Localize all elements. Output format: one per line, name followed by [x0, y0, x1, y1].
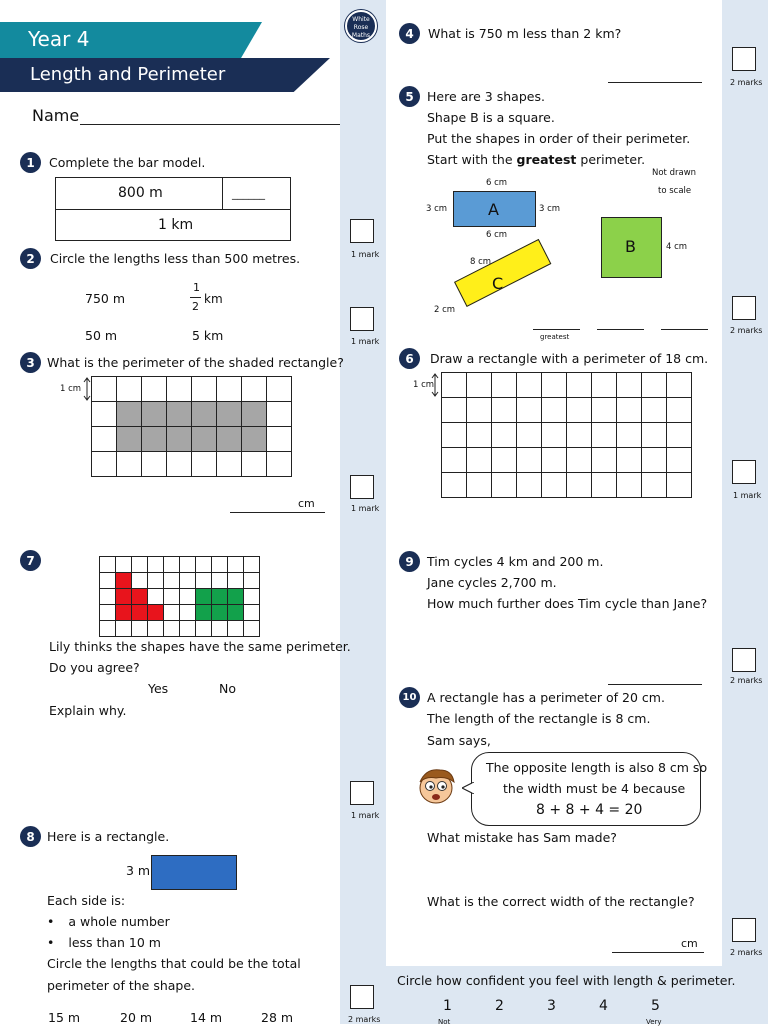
- q3-mark-label: 1 mark: [351, 504, 380, 513]
- q8-mark-label: 2 marks: [348, 1015, 381, 1024]
- grid-cell[interactable]: [617, 473, 642, 498]
- grid-cell: [242, 402, 267, 427]
- bullet-dot: •: [47, 935, 55, 950]
- q5-mark-label: 2 marks: [730, 326, 763, 335]
- fraction-denominator: 2: [192, 300, 199, 313]
- q10-line-1: A rectangle has a perimeter of 20 cm.: [427, 690, 665, 705]
- not-drawn-to-scale-1: Not drawn: [652, 168, 697, 178]
- grid-cell: [196, 605, 212, 621]
- grid-cell: [148, 557, 164, 573]
- q10-answer-line[interactable]: [612, 952, 704, 953]
- grid-cell: [142, 402, 167, 427]
- grid-cell: [217, 402, 242, 427]
- q3-scale-label: 1 cm: [60, 384, 82, 394]
- grid-cell: [117, 452, 142, 477]
- grid-cell[interactable]: [517, 448, 542, 473]
- q7-grid: [99, 556, 260, 637]
- grid-cell: [167, 377, 192, 402]
- grid-cell: [100, 557, 116, 573]
- q2-mark-box[interactable]: [350, 307, 374, 331]
- grid-cell[interactable]: [592, 473, 617, 498]
- grid-cell: [116, 589, 132, 605]
- grid-cell: [244, 589, 260, 605]
- grid-cell[interactable]: [517, 473, 542, 498]
- grid-cell: [167, 452, 192, 477]
- q8-text: Here is a rectangle.: [47, 829, 170, 844]
- q6-scale-label: 1 cm: [413, 380, 435, 390]
- q8-mark-box[interactable]: [350, 985, 374, 1009]
- q2-option-5km[interactable]: 5 km: [192, 328, 224, 343]
- q6-text: Draw a rectangle with a perimeter of 18 cm.: [430, 351, 709, 366]
- grid-cell[interactable]: [467, 448, 492, 473]
- grid-cell[interactable]: [617, 423, 642, 448]
- q9-mark-box[interactable]: [732, 648, 756, 672]
- q9-line-3: How much further does Tim cycle than Jane?: [427, 596, 708, 611]
- q1-text: Complete the bar model.: [49, 155, 206, 170]
- grid-cell[interactable]: [642, 398, 667, 423]
- grid-cell: [196, 621, 212, 637]
- grid-cell: [228, 589, 244, 605]
- grid-cell: [212, 573, 228, 589]
- grid-cell[interactable]: [442, 423, 467, 448]
- bar-model-divider-h: [56, 209, 290, 210]
- q7-explain: Explain why.: [49, 703, 127, 718]
- grid-cell: [100, 605, 116, 621]
- grid-cell: [228, 621, 244, 637]
- grid-cell[interactable]: [617, 373, 642, 398]
- grid-cell: [242, 452, 267, 477]
- grid-cell[interactable]: [467, 473, 492, 498]
- q8-bullet-1-text: a whole number: [68, 914, 170, 929]
- grid-cell: [148, 589, 164, 605]
- grid-cell: [116, 557, 132, 573]
- grid-cell: [244, 605, 260, 621]
- grid-cell: [164, 557, 180, 573]
- grid-cell: [116, 621, 132, 637]
- q5-greatest-label: greatest: [540, 333, 570, 341]
- grid-cell: [228, 557, 244, 573]
- grid-cell[interactable]: [642, 473, 667, 498]
- shape-c: [454, 239, 551, 307]
- fraction-unit: km: [204, 292, 223, 306]
- grid-cell: [92, 427, 117, 452]
- grid-cell: [192, 402, 217, 427]
- q2-option-half-km[interactable]: [190, 282, 230, 316]
- name-line[interactable]: [80, 124, 340, 125]
- question-number-10: 10: [399, 687, 420, 708]
- shape-c-label: C: [492, 274, 504, 293]
- q8-side-label: 3 m: [126, 863, 151, 878]
- q10-line-3: Sam says,: [427, 733, 491, 748]
- grid-cell: [100, 621, 116, 637]
- shape-a-label: A: [488, 200, 499, 219]
- shape-b-side-label: 4 cm: [666, 242, 688, 252]
- bubble-line-2: the width must be 4 because: [503, 781, 686, 796]
- grid-cell: [244, 557, 260, 573]
- not-drawn-to-scale-2: to scale: [658, 186, 692, 196]
- grid-cell[interactable]: [542, 398, 567, 423]
- grid-cell: [196, 557, 212, 573]
- q10-mark-label: 2 marks: [730, 948, 763, 957]
- confidence-2[interactable]: 2: [495, 998, 504, 1014]
- question-number-7: 7: [20, 550, 41, 571]
- grid-cell[interactable]: [592, 448, 617, 473]
- question-number-9: 9: [399, 551, 420, 572]
- grid-cell: [180, 589, 196, 605]
- q8-option-2[interactable]: 20 m: [120, 1010, 153, 1025]
- grid-cell: [192, 427, 217, 452]
- confidence-text: Circle how confident you feel with length & perimeter.: [397, 973, 736, 988]
- grid-cell[interactable]: [467, 373, 492, 398]
- grid-cell[interactable]: [642, 423, 667, 448]
- confidence-low-label: Not: [438, 1018, 451, 1026]
- grid-cell: [148, 573, 164, 589]
- grid-cell[interactable]: [542, 473, 567, 498]
- q7-no-option[interactable]: No: [219, 681, 236, 696]
- q10-mark-box[interactable]: [732, 918, 756, 942]
- bar-model-divider-v: [222, 178, 223, 209]
- margin-strip-right: [722, 0, 768, 1024]
- confidence-4[interactable]: 4: [599, 998, 608, 1014]
- q10-mistake: What mistake has Sam made?: [427, 830, 617, 845]
- question-number-1: 1: [20, 152, 41, 173]
- grid-cell[interactable]: [667, 448, 692, 473]
- grid-cell[interactable]: [492, 398, 517, 423]
- question-number-2: 2: [20, 248, 41, 269]
- q5-line-2: Shape B is a square.: [427, 110, 555, 125]
- grid-cell: [132, 589, 148, 605]
- grid-cell: [267, 427, 292, 452]
- grid-cell: [212, 589, 228, 605]
- grid-cell: [267, 402, 292, 427]
- question-number-5: 5: [399, 86, 420, 107]
- q3-mark-box[interactable]: [350, 475, 374, 499]
- grid-cell: [142, 427, 167, 452]
- q5-perimeter-word: perimeter.: [580, 152, 646, 167]
- confidence-1[interactable]: 1: [443, 998, 452, 1014]
- grid-cell[interactable]: [492, 473, 517, 498]
- q7-mark-box[interactable]: [350, 781, 374, 805]
- grid-cell: [148, 605, 164, 621]
- q10-correct-width: What is the correct width of the rectangle?: [427, 894, 695, 909]
- q8-option-3[interactable]: 14 m: [190, 1010, 223, 1025]
- q2-option-750m[interactable]: 750 m: [85, 291, 126, 306]
- bar-top-left: 800 m: [118, 185, 163, 201]
- q6-scale-arrow: [430, 372, 440, 398]
- q10-unit: cm: [681, 937, 698, 950]
- q4-answer-line[interactable]: [608, 82, 702, 83]
- q8-rectangle: [151, 855, 237, 890]
- shape-b-label: B: [625, 237, 636, 256]
- q9-line-1: Tim cycles 4 km and 200 m.: [427, 554, 604, 569]
- topic-title: Length and Perimeter: [30, 64, 226, 85]
- grid-cell: [217, 452, 242, 477]
- grid-cell: [164, 621, 180, 637]
- grid-cell: [217, 377, 242, 402]
- shape-c-short-label: 2 cm: [434, 305, 456, 315]
- grid-cell: [164, 589, 180, 605]
- q2-text: Circle the lengths less than 500 metres.: [50, 251, 301, 266]
- grid-cell: [242, 377, 267, 402]
- grid-cell[interactable]: [517, 373, 542, 398]
- grid-cell: [117, 377, 142, 402]
- grid-cell[interactable]: [492, 448, 517, 473]
- q6-mark-label: 1 mark: [733, 491, 762, 500]
- bar-bottom: 1 km: [158, 217, 194, 233]
- q3-grid: [91, 376, 292, 477]
- grid-cell[interactable]: [667, 398, 692, 423]
- grid-cell[interactable]: [467, 398, 492, 423]
- q2-option-50m[interactable]: 50 m: [85, 328, 118, 343]
- grid-cell: [244, 621, 260, 637]
- grid-cell: [92, 402, 117, 427]
- grid-cell[interactable]: [442, 373, 467, 398]
- grid-cell[interactable]: [517, 423, 542, 448]
- grid-cell[interactable]: [642, 448, 667, 473]
- q8-bullet-2: [47, 937, 161, 950]
- shape-a-bottom-label: 6 cm: [486, 230, 508, 240]
- grid-cell: [244, 573, 260, 589]
- grid-cell: [117, 402, 142, 427]
- q5-line-4: [427, 154, 645, 167]
- grid-cell: [196, 573, 212, 589]
- q1-mark-label: 1 mark: [351, 250, 380, 259]
- grid-cell: [212, 621, 228, 637]
- white-rose-logo: White Rose Maths: [345, 10, 377, 42]
- fraction-bar: [190, 297, 201, 298]
- bar-top-right-blank[interactable]: ______: [232, 187, 265, 200]
- q2-mark-label: 1 mark: [351, 337, 380, 346]
- grid-cell: [132, 557, 148, 573]
- grid-cell[interactable]: [642, 373, 667, 398]
- q7-line-1: Lily thinks the shapes have the same perimeter.: [49, 639, 351, 654]
- q8-each-side: Each side is:: [47, 893, 126, 908]
- name-label: Name: [32, 106, 80, 125]
- grid-cell: [148, 621, 164, 637]
- q3-answer-line[interactable]: [230, 512, 325, 513]
- double-arrow-icon: [430, 372, 440, 398]
- grid-cell: [267, 452, 292, 477]
- grid-cell: [116, 605, 132, 621]
- bubble-line-3: 8 + 8 + 4 = 20: [536, 802, 643, 818]
- grid-cell: [92, 377, 117, 402]
- grid-cell[interactable]: [667, 423, 692, 448]
- bubble-line-1: The opposite length is also 8 cm so: [486, 760, 708, 775]
- grid-cell: [164, 605, 180, 621]
- grid-cell[interactable]: [442, 448, 467, 473]
- q5-greatest-word: greatest: [516, 152, 577, 167]
- boy-face-icon: [412, 764, 460, 806]
- grid-cell[interactable]: [542, 448, 567, 473]
- q4-mark-label: 2 marks: [730, 78, 763, 87]
- q1-mark-box[interactable]: [350, 219, 374, 243]
- q5-answer-line-2[interactable]: [597, 329, 644, 330]
- grid-cell: [267, 377, 292, 402]
- q5-line-1: Here are 3 shapes.: [427, 89, 545, 104]
- grid-cell: [212, 605, 228, 621]
- speech-bubble-tail: [462, 779, 474, 791]
- q3-text: What is the perimeter of the shaded rectangle?: [47, 355, 344, 370]
- q8-circle-line-2: perimeter of the shape.: [47, 978, 196, 993]
- grid-cell[interactable]: [667, 473, 692, 498]
- confidence-high-label: Very: [646, 1018, 662, 1026]
- grid-cell: [132, 573, 148, 589]
- grid-cell: [100, 573, 116, 589]
- grid-cell[interactable]: [592, 373, 617, 398]
- sam-speech-bubble: [471, 752, 708, 826]
- grid-cell[interactable]: [567, 473, 592, 498]
- grid-cell: [180, 621, 196, 637]
- shape-a-left-label: 3 cm: [426, 204, 448, 214]
- confidence-3[interactable]: 3: [547, 998, 556, 1014]
- grid-cell: [180, 573, 196, 589]
- grid-cell: [116, 573, 132, 589]
- grid-cell: [228, 573, 244, 589]
- grid-cell[interactable]: [517, 398, 542, 423]
- q5-answer-line-3[interactable]: [661, 329, 708, 330]
- q7-line-2: Do you agree?: [49, 660, 140, 675]
- q8-option-4[interactable]: 28 m: [261, 1010, 294, 1025]
- grid-cell: [242, 427, 267, 452]
- grid-cell[interactable]: [667, 373, 692, 398]
- sam-character-icon: [412, 764, 460, 806]
- grid-cell[interactable]: [442, 398, 467, 423]
- q4-text: What is 750 m less than 2 km?: [428, 26, 622, 41]
- q9-line-2: Jane cycles 2,700 m.: [427, 575, 557, 590]
- grid-cell: [212, 557, 228, 573]
- q3-unit: cm: [298, 497, 315, 510]
- grid-cell: [196, 589, 212, 605]
- shape-c-long-label: 8 cm: [470, 257, 492, 267]
- q8-option-1[interactable]: 15 m: [48, 1010, 81, 1025]
- bullet-dot: •: [47, 914, 55, 929]
- grid-cell: [132, 605, 148, 621]
- grid-cell[interactable]: [467, 423, 492, 448]
- q5-start: Start with the: [427, 152, 513, 167]
- grid-cell[interactable]: [567, 373, 592, 398]
- q7-mark-label: 1 mark: [351, 811, 380, 820]
- grid-cell: [192, 452, 217, 477]
- q5-mark-box[interactable]: [732, 296, 756, 320]
- grid-cell: [228, 605, 244, 621]
- grid-cell[interactable]: [592, 423, 617, 448]
- question-number-8: 8: [20, 826, 41, 847]
- grid-cell: [142, 377, 167, 402]
- grid-cell: [192, 377, 217, 402]
- grid-cell: [132, 621, 148, 637]
- bar-model: [55, 177, 291, 241]
- grid-cell[interactable]: [617, 448, 642, 473]
- grid-cell: [180, 605, 196, 621]
- grid-cell: [92, 452, 117, 477]
- question-number-6: 6: [399, 348, 420, 369]
- grid-cell: [142, 452, 167, 477]
- fraction-numerator: 1: [193, 281, 200, 294]
- question-number-3: 3: [20, 352, 41, 373]
- grid-cell: [117, 427, 142, 452]
- grid-cell: [167, 427, 192, 452]
- grid-cell[interactable]: [567, 448, 592, 473]
- grid-cell[interactable]: [617, 398, 642, 423]
- q8-bullet-1: [47, 916, 170, 929]
- shape-a-top-label: 6 cm: [486, 178, 508, 188]
- grid-cell[interactable]: [442, 473, 467, 498]
- q5-answer-line-1[interactable]: [533, 329, 580, 330]
- grid-cell[interactable]: [492, 423, 517, 448]
- question-number-4: 4: [399, 23, 420, 44]
- grid-cell: [180, 557, 196, 573]
- year-title: Year 4: [28, 27, 90, 51]
- q10-line-2: The length of the rectangle is 8 cm.: [427, 711, 651, 726]
- q8-circle-line-1: Circle the lengths that could be the total: [47, 956, 301, 971]
- q8-bullet-2-text: less than 10 m: [68, 935, 161, 950]
- grid-cell[interactable]: [542, 373, 567, 398]
- q6-mark-box[interactable]: [732, 460, 756, 484]
- q6-grid[interactable]: [441, 372, 692, 498]
- grid-cell[interactable]: [492, 373, 517, 398]
- grid-cell[interactable]: [567, 398, 592, 423]
- q5-line-3: Put the shapes in order of their perimeter.: [427, 131, 691, 146]
- q7-yes-option[interactable]: Yes: [148, 681, 169, 696]
- grid-cell[interactable]: [542, 423, 567, 448]
- grid-cell: [167, 402, 192, 427]
- q9-mark-label: 2 marks: [730, 676, 763, 685]
- shape-a-right-label: 3 cm: [539, 204, 561, 214]
- grid-cell: [217, 427, 242, 452]
- grid-cell[interactable]: [567, 423, 592, 448]
- q4-mark-box[interactable]: [732, 47, 756, 71]
- grid-cell: [164, 573, 180, 589]
- grid-cell: [100, 589, 116, 605]
- q9-answer-line[interactable]: [608, 684, 702, 685]
- confidence-5[interactable]: 5: [651, 998, 660, 1014]
- grid-cell[interactable]: [592, 398, 617, 423]
